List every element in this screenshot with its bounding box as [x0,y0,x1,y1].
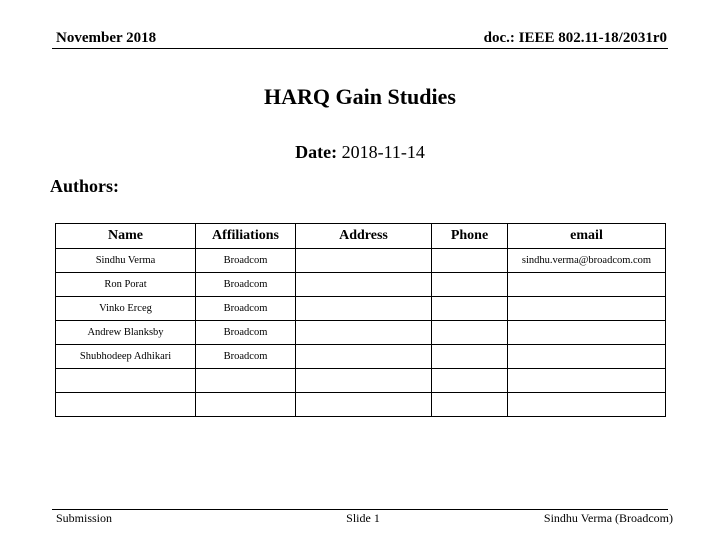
cell-email [508,369,666,393]
col-header-address: Address [296,224,432,249]
table-row [56,297,666,321]
date-value: 2018-11-14 [341,142,425,162]
cell-address [296,345,432,369]
header-doc-id: doc.: IEEE 802.11-18/2031r0 [483,30,667,46]
cell-affiliation [196,369,296,393]
cell-address [296,369,432,393]
authors-heading: Authors: [50,176,120,196]
cell-address [296,393,432,417]
cell-email [508,345,666,369]
cell-phone [432,393,508,417]
col-header-name: Name [56,224,196,249]
cell-phone [432,273,508,297]
cell-email [508,393,666,417]
cell-name: Shubhodeep Adhikari [56,345,196,369]
col-header-phone: Phone [432,224,508,249]
col-header-email: email [508,224,666,249]
footer-slide-number: Slide 1 [346,511,380,525]
date-label: Date: [295,142,338,162]
cell-affiliation: Broadcom [196,249,296,273]
cell-name [56,369,196,393]
header-date: November 2018 [56,30,157,46]
cell-email [508,297,666,321]
cell-address [296,273,432,297]
slide-title: HARQ Gain Studies [264,84,456,109]
cell-address [296,321,432,345]
footer-author: Sindhu Verma (Broadcom) [543,511,673,525]
table-row [56,321,666,345]
cell-affiliation: Broadcom [196,273,296,297]
footer-submission: Submission [56,511,113,525]
cell-name: Vinko Erceg [56,297,196,321]
cell-name [56,393,196,417]
cell-address [296,297,432,321]
cell-phone [432,321,508,345]
cell-phone [432,249,508,273]
cell-name: Sindhu Verma [56,249,196,273]
cell-name: Andrew Blanksby [56,321,196,345]
table-header-row [56,224,666,249]
table-row [56,273,666,297]
cell-phone [432,297,508,321]
table-row [56,249,666,273]
cell-affiliation: Broadcom [196,321,296,345]
cell-email: sindhu.verma@broadcom.com [508,249,666,273]
table-row [56,369,666,393]
cell-address [296,249,432,273]
table-row [56,345,666,369]
cell-affiliation [196,393,296,417]
date-line [0,142,720,163]
cell-affiliation: Broadcom [196,297,296,321]
authors-table [55,223,666,417]
header-divider [52,48,668,49]
footer-divider [52,509,668,510]
table-row [56,393,666,417]
col-header-affiliations: Affiliations [196,224,296,249]
cell-phone [432,345,508,369]
cell-email [508,273,666,297]
cell-email [508,321,666,345]
cell-name: Ron Porat [56,273,196,297]
cell-affiliation: Broadcom [196,345,296,369]
cell-phone [432,369,508,393]
